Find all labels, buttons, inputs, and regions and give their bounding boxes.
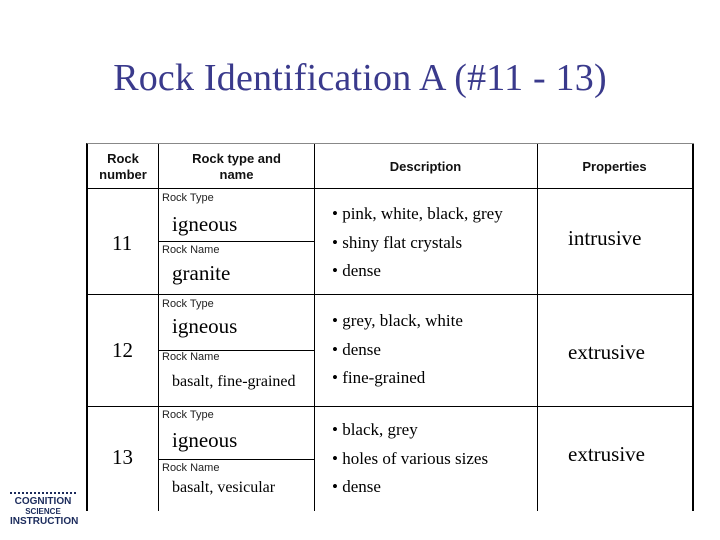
header-description: Description (389, 159, 462, 174)
description-list (332, 200, 503, 286)
rock-type-label: Rock Type (162, 409, 214, 421)
rock-number: 12 (112, 338, 133, 362)
column-divider (158, 144, 159, 511)
description-item: • holes of various sizes (332, 448, 489, 468)
description-item: • pink, white, black, grey (332, 204, 503, 223)
rock-identification-table (86, 143, 694, 511)
rock-name-label: Rock Name (162, 351, 220, 363)
property-value: extrusive (568, 340, 645, 364)
header-rock-number: Rock number (99, 151, 147, 182)
logo-line: SCIENCE (25, 507, 61, 516)
rock-type-value: igneous (172, 314, 238, 338)
rock-type-label: Rock Type (162, 192, 214, 204)
description-item: • fine-grained (332, 368, 426, 387)
property-value: intrusive (568, 226, 642, 250)
rock-number: 13 (112, 445, 133, 469)
rock-name-value: basalt, fine-grained (172, 373, 296, 390)
rock-type-value: igneous (172, 428, 238, 452)
header-rock-type-name: Rock type and name (192, 151, 281, 182)
description-item: • shiny flat crystals (332, 232, 463, 252)
rock-type-value: igneous (172, 212, 238, 236)
row-divider (88, 294, 694, 295)
description-item: • dense (332, 339, 381, 359)
description-item: • dense (332, 261, 381, 280)
description-item: • grey, black, white (332, 311, 463, 330)
column-divider (692, 144, 694, 511)
logo-line: INSTRUCTION (10, 516, 79, 527)
logo-line: COGNITION (14, 496, 72, 507)
description-item: • black, grey (332, 420, 418, 439)
description-list (332, 307, 463, 393)
type-name-divider (158, 241, 314, 242)
property-value: extrusive (568, 442, 645, 466)
type-name-divider (158, 459, 314, 460)
column-divider (537, 144, 538, 511)
rock-name-value: basalt, vesicular (172, 479, 276, 496)
slide-title: Rock Identification A (#11 - 13) (113, 57, 607, 99)
rock-name-label: Rock Name (162, 462, 220, 474)
row-divider (88, 406, 694, 407)
logo-dots (10, 492, 76, 494)
rock-name-label: Rock Name (162, 244, 220, 256)
column-divider (314, 144, 315, 511)
row-divider (88, 188, 694, 189)
header-properties: Properties (582, 159, 647, 174)
description-list (332, 416, 488, 502)
rock-number: 11 (112, 231, 133, 255)
rock-type-label: Rock Type (162, 298, 214, 310)
rock-name-value: granite (172, 261, 231, 285)
cognition-science-instruction-logo (10, 492, 79, 532)
description-item: • dense (332, 477, 381, 496)
